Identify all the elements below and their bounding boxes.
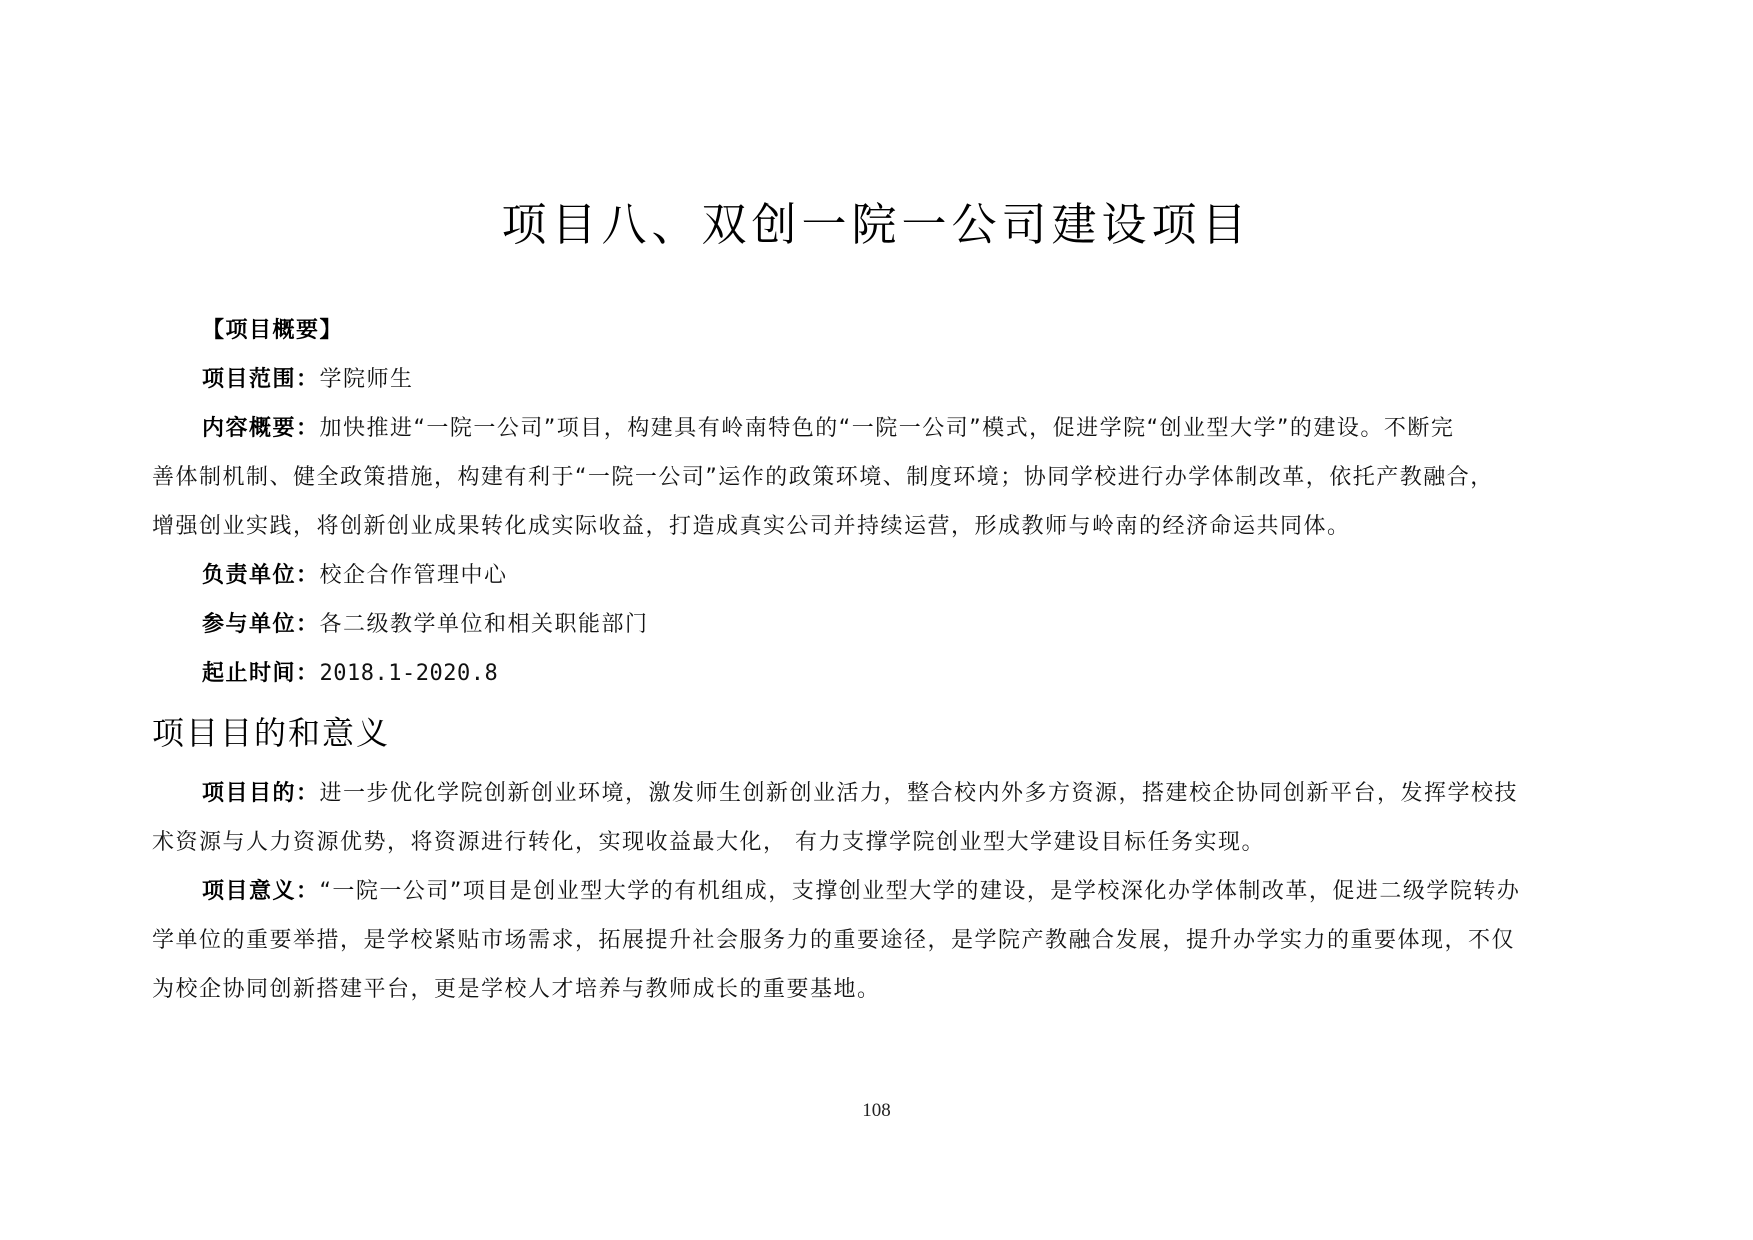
overview-heading: 【项目概要】 — [202, 318, 344, 343]
purpose-line-2: 术资源与人力资源优势，将资源进行转化，实现收益最大化， 有力支撑学院创业型大学建设目标任务实现。 — [152, 830, 1265, 855]
participants-row — [152, 600, 1610, 649]
scope-value: 学院师生 — [319, 367, 414, 392]
significance-text-1: “一院一公司”项目是创业型大学的有机组成，支撑创业型大学的建设，是学校深化办学体制改革，促进二级学院转办 — [319, 879, 1521, 904]
purpose-significance — [152, 769, 1610, 1014]
significance-line-3: 为校企协同创新搭建平台，更是学校人才培养与教师成长的重要基地。 — [152, 977, 881, 1002]
participants-label: 参与单位： — [202, 612, 320, 637]
section-heading: 项目目的和意义 — [152, 714, 391, 752]
document-title: 项目八、双创一院一公司建设项目 — [501, 198, 1252, 251]
scope-row — [152, 355, 1610, 404]
content-text-1: 加快推进“一院一公司”项目，构建具有岭南特色的“一院一公司”模式，促进学院“创业型大学”的建设。不断完 — [319, 416, 1455, 441]
project-overview — [152, 306, 1610, 698]
period-row — [152, 649, 1610, 698]
period-value: 2018.1-2020.8 — [319, 661, 499, 686]
participants-value: 各二级教学单位和相关职能部门 — [319, 612, 649, 637]
scope-label: 项目范围： — [202, 367, 320, 392]
content-summary-line-1 — [152, 404, 1610, 453]
responsible-value: 校企合作管理中心 — [319, 563, 508, 588]
content-summary-line-2: 善体制机制、健全政策措施，构建有利于“一院一公司”运作的政策环境、制度环境；协同学校进行办学体制改革，依托产教融合， — [152, 465, 1494, 490]
purpose-line-1 — [152, 769, 1610, 818]
period-label: 起止时间： — [202, 661, 320, 686]
responsible-label: 负责单位： — [202, 563, 320, 588]
significance-label: 项目意义： — [202, 879, 320, 904]
significance-line-2: 学单位的重要举措，是学校紧贴市场需求，拓展提升社会服务力的重要途径，是学院产教融合发展，提升办学实力的重要体现，不仅 — [152, 928, 1516, 953]
content-summary-line-3: 增强创业实践，将创新创业成果转化成实际收益，打造成真实公司并持续运营，形成教师与岭南的经济命运共同体。 — [152, 514, 1351, 539]
page-number: 108 — [862, 1100, 891, 1121]
content-label: 内容概要： — [202, 416, 320, 441]
significance-line-1 — [152, 867, 1610, 916]
responsible-row — [152, 551, 1610, 600]
purpose-text-1: 进一步优化学院创新创业环境，激发师生创新创业活力，整合校内外多方资源，搭建校企协同创新平台，发挥学校技 — [319, 781, 1519, 806]
purpose-label: 项目目的： — [202, 781, 320, 806]
